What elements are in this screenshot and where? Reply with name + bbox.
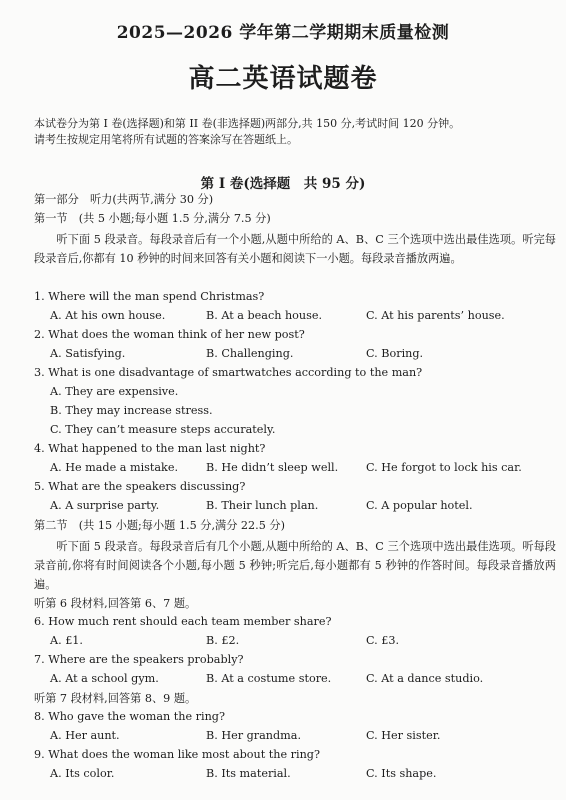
question-1-option-a: A. At his own house.	[50, 309, 166, 322]
question-2-option-a: A. Satisfying.	[50, 347, 126, 360]
question-9-option-a: A. Its color.	[50, 767, 115, 780]
question-9-stem: 9. What does the woman like most about the ring?	[34, 748, 320, 761]
material-6-note: 听第 6 段材料,回答第 6、7 题。	[34, 597, 197, 610]
question-3-option-c: C. They can’t measure steps accurately.	[50, 423, 276, 436]
question-4-option-a: A. He made a mistake.	[50, 461, 179, 474]
question-8-stem: 8. Who gave the woman the ring?	[34, 710, 225, 723]
question-4-option-b: B. He didn’t sleep well.	[206, 461, 339, 474]
question-7-option-a: A. At a school gym.	[50, 672, 159, 685]
question-6-option-a: A. £1.	[50, 634, 83, 647]
question-6-option-b: B. £2.	[206, 634, 240, 647]
question-3-option-a: A. They are expensive.	[50, 385, 179, 398]
instruction-line-2: 请考生按规定用笔将所有试题的答案涂写在答题纸上。	[34, 133, 298, 146]
question-7-option-b: B. At a costume store.	[206, 672, 332, 685]
question-4-stem: 4. What happened to the man last night?	[34, 442, 266, 455]
question-9-option-c: C. Its shape.	[366, 767, 437, 780]
question-4-option-c: C. He forgot to lock his car.	[366, 461, 522, 474]
material-7-note: 听第 7 段材料,回答第 8、9 题。	[34, 692, 197, 705]
exam-title: 2025—2026 学年第二学期期末质量检测	[116, 23, 450, 43]
question-3-option-b: B. They may increase stress.	[50, 404, 213, 417]
section2-title: 第二节 (共 15 小题;每小题 1.5 分,满分 22.5 分)	[34, 519, 285, 532]
question-5-stem: 5. What are the speakers discussing?	[34, 480, 246, 493]
question-9-option-b: B. Its material.	[206, 767, 291, 780]
question-2-stem: 2. What does the woman think of her new post?	[34, 328, 305, 341]
section2-direction: 听下面 5 段录音。每段录音后有几个小题,从题中所给的 A、B、C 三个选项中选出最佳选项。听每段录音前,你将有时间阅读各个小题,每小题 5 秒钟;听完后,每小题都有 5 秒钟的作答时间。每段录音播放两遍。	[34, 540, 556, 591]
question-6-stem: 6. How much rent should each team member share?	[34, 615, 332, 628]
question-5-option-b: B. Their lunch plan.	[206, 499, 319, 512]
question-7-option-c: C. At a dance studio.	[366, 672, 484, 685]
question-6-option-c: C. £3.	[366, 634, 400, 647]
instruction-line-1: 本试卷分为第 I 卷(选择题)和第 II 卷(非选择题)两部分,共 150 分,考试时间 120 分钟。	[34, 117, 461, 130]
question-5-option-a: A. A surprise party.	[50, 499, 160, 512]
question-1-stem: 1. Where will the man spend Christmas?	[34, 290, 265, 303]
question-3-stem: 3. What is one disadvantage of smartwatches according to the man?	[34, 366, 423, 379]
question-1-option-b: B. At a beach house.	[206, 309, 323, 322]
question-2-option-b: B. Challenging.	[206, 347, 294, 360]
subject-title: 高二英语试题卷	[188, 64, 378, 94]
question-8-option-b: B. Her grandma.	[206, 729, 301, 742]
section1-direction: 听下面 5 段录音。每段录音后有一个小题,从题中所给的 A、B、C 三个选项中选出最佳选项。听完每段录音后,你都有 10 秒钟的时间来回答有关小题和阅读下一小题。每段录音播放两遍。	[34, 233, 556, 265]
section1-title: 第一节 (共 5 小题;每小题 1.5 分,满分 7.5 分)	[34, 212, 271, 225]
listening-section-title: 第一部分 听力(共两节,满分 30 分)	[34, 193, 214, 206]
part1-title: 第 I 卷(选择题 共 95 分)	[200, 176, 366, 192]
question-7-stem: 7. Where are the speakers probably?	[34, 653, 244, 666]
question-8-option-a: A. Her aunt.	[50, 729, 120, 742]
question-2-option-c: C. Boring.	[366, 347, 424, 360]
question-5-option-c: C. A popular hotel.	[366, 499, 473, 512]
question-1-option-c: C. At his parents’ house.	[366, 309, 505, 322]
question-8-option-c: C. Her sister.	[366, 729, 441, 742]
